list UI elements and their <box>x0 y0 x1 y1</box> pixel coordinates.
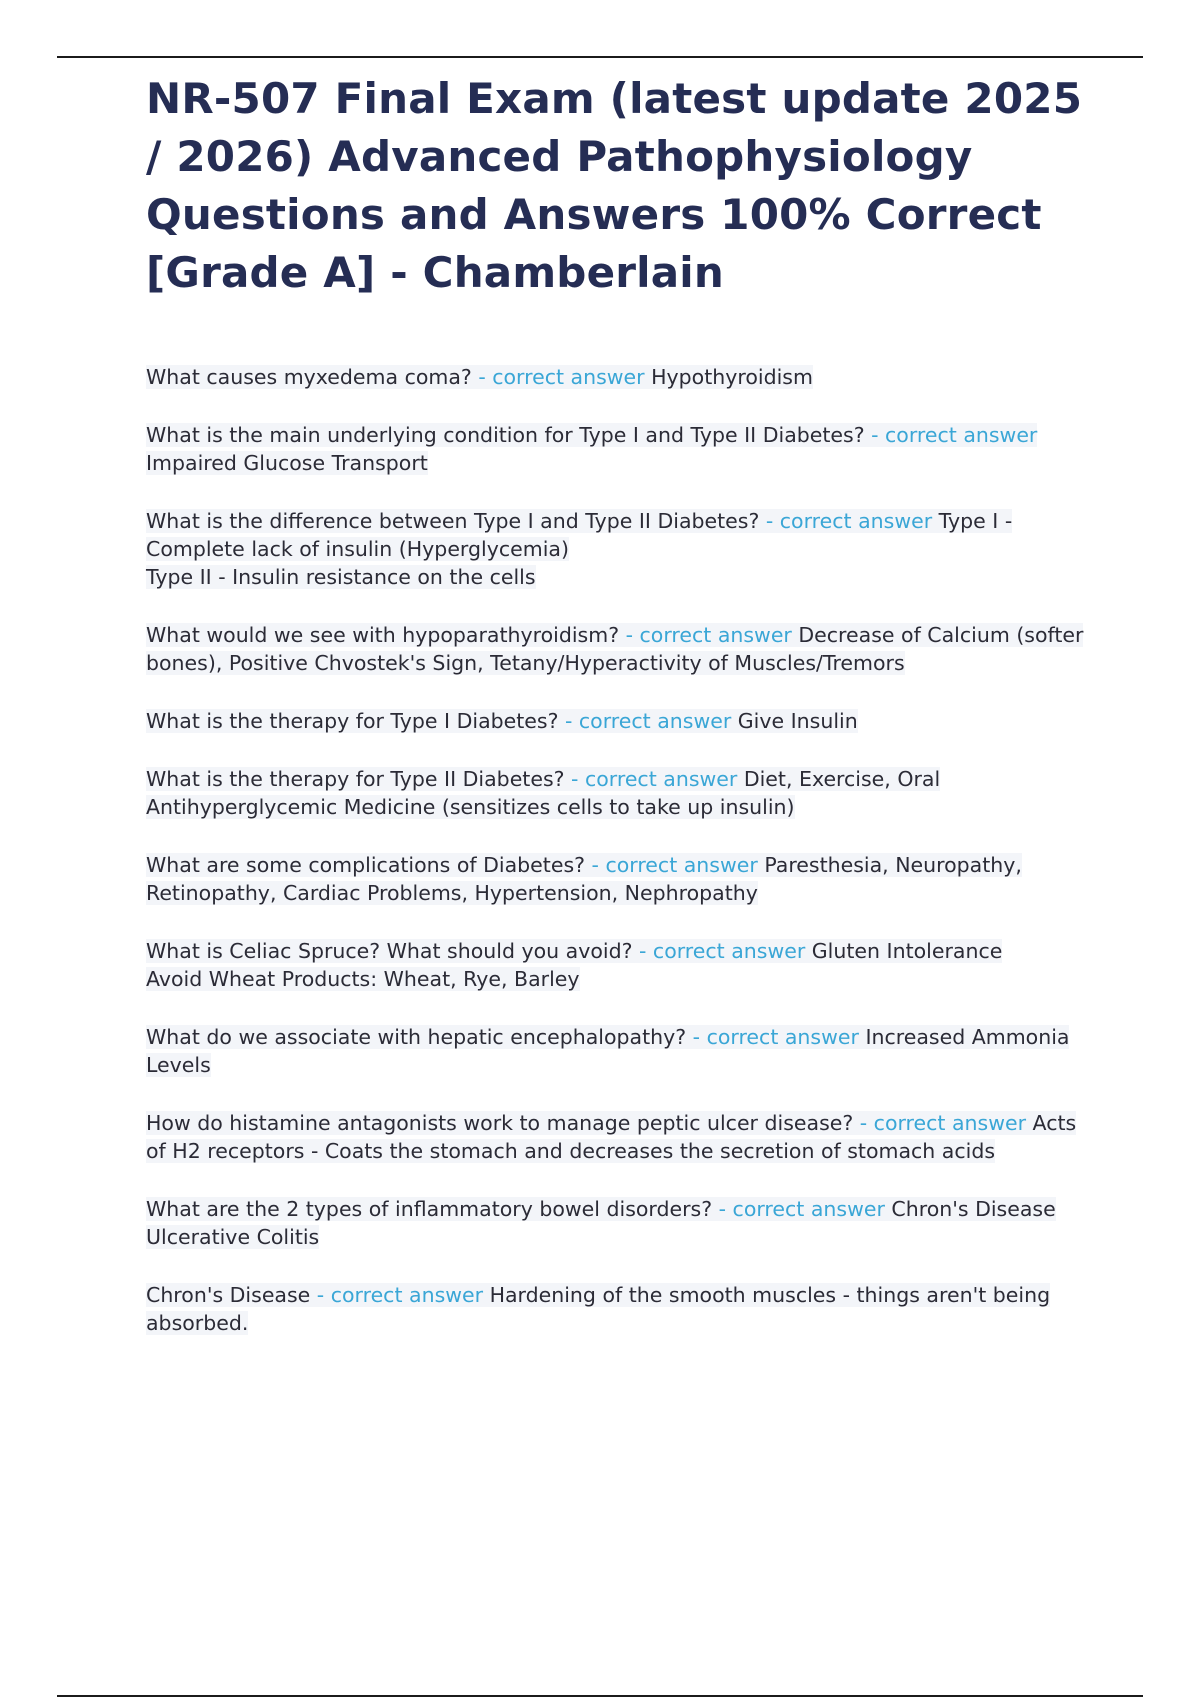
answer-text: Chron's Disease Ulcerative Colitis <box>146 1197 1056 1249</box>
qa-list <box>146 363 1086 1367</box>
question-text: How do histamine antagonists work to manage peptic ulcer disease? <box>146 1111 854 1135</box>
answer-text: Impaired Glucose Transport <box>146 451 428 475</box>
correct-answer-label: - correct answer <box>471 365 652 389</box>
correct-answer-label: - correct answer <box>759 509 939 533</box>
question-text: What is the main underlying condition for Type I and Type II Diabetes? <box>146 423 865 447</box>
question-text: What are the 2 types of inflammatory bowel disorders? <box>146 1197 713 1221</box>
correct-answer-label: - correct answer <box>619 623 799 647</box>
qa-item <box>146 937 1086 993</box>
answer-text: Type I - Complete lack of insulin (Hyperglycemia) Type II - Insulin resistance on the cells <box>146 509 1013 589</box>
answer-text: Hypothyroidism <box>651 365 813 389</box>
correct-answer-label: - correct answer <box>310 1283 490 1307</box>
qa-item <box>146 851 1086 907</box>
answer-text: Give Insulin <box>737 709 858 733</box>
question-text: What is the therapy for Type II Diabetes? <box>146 767 565 791</box>
answer-text: Gluten Intolerance Avoid Wheat Products: Wheat, Rye, Barley <box>146 939 1003 991</box>
question-text: Chron's Disease <box>146 1283 311 1307</box>
top-divider <box>57 56 1143 58</box>
qa-item <box>146 1195 1086 1251</box>
question-text: What is the difference between Type I and Type II Diabetes? <box>146 509 760 533</box>
answer-text: Decrease of Calcium (softer bones), Positive Chvostek's Sign, Tetany/Hyperactivity of Muscles/Tremors <box>146 623 1084 675</box>
qa-item <box>146 421 1086 477</box>
bottom-divider <box>57 1695 1143 1697</box>
correct-answer-label: - correct answer <box>864 423 1038 447</box>
page-title: NR-507 Final Exam (latest update 2025 / 2026) Advanced Pathophysiology Questions and Answers 100% Correct [Grade A] - Chamberlain <box>146 74 1083 297</box>
answer-text: Increased Ammonia Levels <box>146 1025 1070 1077</box>
question-text: What would we see with hypoparathyroidism? <box>146 623 620 647</box>
question-text: What is the therapy for Type I Diabetes? <box>146 709 559 733</box>
correct-answer-label: - correct answer <box>712 1197 892 1221</box>
question-text: What causes myxedema coma? <box>146 365 472 389</box>
correct-answer-label: - correct answer <box>686 1025 866 1049</box>
correct-answer-label: - correct answer <box>632 939 812 963</box>
qa-item <box>146 507 1086 591</box>
correct-answer-label: - correct answer <box>558 709 738 733</box>
correct-answer-label: - correct answer <box>564 767 744 791</box>
answer-text: Acts of H2 receptors - Coats the stomach and decreases the secretion of stomach acids <box>146 1111 1077 1163</box>
correct-answer-label: - correct answer <box>585 853 765 877</box>
correct-answer-label: - correct answer <box>853 1111 1033 1135</box>
qa-item <box>146 1023 1086 1079</box>
qa-item <box>146 363 1086 391</box>
question-text: What are some complications of Diabetes? <box>146 853 586 877</box>
qa-item <box>146 1109 1086 1165</box>
qa-item <box>146 765 1086 821</box>
question-text: What is Celiac Spruce? What should you avoid? <box>146 939 633 963</box>
qa-item <box>146 707 1086 735</box>
answer-text: Hardening of the smooth muscles - things aren't being absorbed. <box>146 1283 1051 1335</box>
answer-text: Paresthesia, Neuropathy, Retinopathy, Cardiac Problems, Hypertension, Nephropathy <box>146 853 1022 905</box>
qa-item <box>146 1281 1086 1337</box>
answer-text: Diet, Exercise, Oral Antihyperglycemic Medicine (sensitizes cells to take up insulin) <box>146 767 941 819</box>
qa-item <box>146 621 1086 677</box>
question-text: What do we associate with hepatic encephalopathy? <box>146 1025 687 1049</box>
